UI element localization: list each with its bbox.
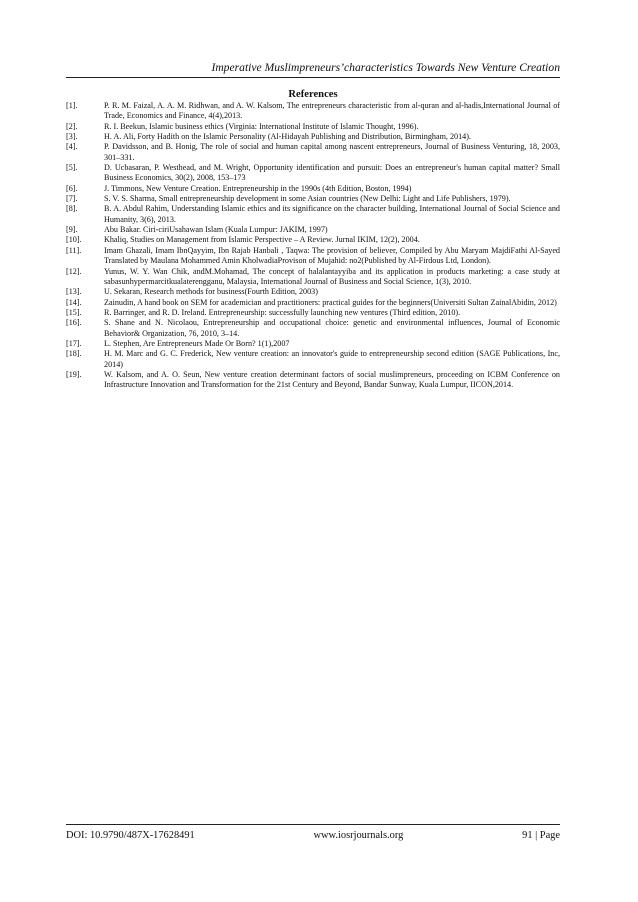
reference-item (66, 339, 560, 349)
header-divider (66, 77, 560, 78)
reference-number: [13]. (66, 287, 82, 297)
references-heading: References (288, 89, 338, 100)
reference-number: [16]. (66, 318, 82, 328)
reference-item (66, 132, 560, 142)
reference-number: [15]. (66, 307, 82, 317)
reference-text: J. Timmons, New Venture Creation. Entrepreneurship in the 1990s (4th Edition, Boston, 1994) (104, 183, 412, 193)
reference-text: S. Shane and N. Nicolaou, Entrepreneurship and occupational choice: genetic and environmental influences, Journal of Economic Behavior& Organization, 76, 2010, 3–14. (104, 318, 560, 338)
footer-divider (66, 824, 560, 825)
footer-website: www.iosrjournals.org (313, 830, 404, 841)
reference-number: [4]. (66, 142, 78, 152)
running-header: Imperative Muslimpreneurs’characteristics Towards New Venture Creation (211, 61, 560, 74)
reference-item (66, 194, 560, 204)
reference-text: W. Kalsom, and A. O. Seun, New venture creation determinant factors of social muslimpreneurs, proceeding on ICBM Conference on Infrastructure Innovation and Transformation for the 21st Century and Beyond, Bandar Sunway, Kuala Lumpur, IICON,2014. (104, 369, 560, 390)
reference-item (66, 184, 560, 194)
reference-number: [7]. (66, 194, 78, 204)
reference-number: [18]. (66, 349, 82, 359)
reference-item (66, 298, 560, 308)
footer-doi: DOI: 10.9790/487X-17628491 (66, 830, 195, 841)
reference-number: [17]. (66, 338, 82, 348)
footer-page-number: 91 | Page (522, 830, 560, 841)
reference-number: [14]. (66, 297, 82, 307)
reference-number: [3]. (66, 132, 78, 142)
reference-text: R. Barringer, and R. D. Ireland. Entrepreneurship: successfully launching new ventures (Third edition, 2010). (104, 307, 461, 317)
reference-item (66, 349, 560, 370)
reference-text: P. R. M. Faizal, A. A. M. Ridhwan, and A. W. Kalsom, The entrepreneurs characteristic from al-quran and al-hadis,International Journal of Trade, Economics and Finance, 4(4),2013. (104, 101, 560, 121)
reference-item (66, 101, 560, 122)
reference-list (66, 101, 560, 391)
reference-item (66, 318, 560, 339)
reference-number: [12]. (66, 266, 82, 276)
reference-item (66, 225, 560, 235)
reference-text: Khaliq, Studies on Management from Islamic Perspective – A Review. Jurnal IKIM, 12(2), 2004. (104, 235, 420, 245)
reference-number: [1]. (66, 101, 78, 110)
reference-number: [5]. (66, 163, 78, 173)
reference-text: P. Davidsson, and B. Honig, The role of social and human capital among nascent entrepreneurs, Journal of Business Venturing, 18, 2003, 301–331. (104, 142, 560, 162)
reference-text: L. Stephen, Are Entrepreneurs Made Or Born? 1(1),2007 (104, 338, 290, 348)
reference-number: [19]. (66, 369, 82, 379)
reference-text: Imam Ghazali, Imam IbnQayyim, Ibn Rajab Hanbali , Taqwa: The provision of believer, Compiled by Abu Maryam MajdiFathi Al-Sayed Translated by Maulana Mohammed Amin KholwadiaProvison of Mujahid: no2(Published by Al-Firdous Ltd, London). (104, 245, 560, 266)
reference-item (66, 163, 560, 184)
reference-number: [11]. (66, 245, 82, 255)
reference-item (66, 308, 560, 318)
reference-text: S. V. S. Sharma, Small entrepreneurship development in some Asian countries (New Delhi: Light and Life Publishers, 1979). (104, 194, 511, 204)
reference-text: B. A. Abdul Rahim, Understanding Islamic ethics and its significance on the character building, International Journal of Social Science and Humanity, 3(6), 2013. (104, 204, 560, 224)
reference-text: Zainudin, A hand book on SEM for academician and practitioners: practical guides for the beginners(Universiti Sultan ZainalAbidin, 2012) (104, 297, 557, 307)
reference-item (66, 370, 560, 391)
reference-item (66, 122, 560, 132)
reference-text: Yunus, W. Y. Wan Chik, andM.Mohamad, The concept of halalantayyiba and its application in products marketing: a case study at sabasunhypermarcitkualaterengganu, Malaysia, International Journal of Business and Social Science, 1(3), 2010. (104, 266, 560, 286)
reference-text: Abu Bakar. Ciri-ciriUsahawan Islam (Kuala Lumpur: JAKIM, 1997) (104, 225, 328, 235)
reference-text: R. I. Beekun, Islamic business ethics (Virginia: International Institute of Islamic Thought, 1996). (104, 121, 419, 131)
reference-number: [9]. (66, 225, 78, 235)
reference-text: H. A. Ali, Forty Hadith on the Islamic Personality (Al-Hidayah Publishing and Distribution, Birmingham, 2014). (104, 132, 471, 142)
reference-item (66, 204, 560, 225)
reference-item (66, 246, 560, 267)
reference-number: [10]. (66, 235, 82, 245)
reference-number: [8]. (66, 204, 78, 214)
page-footer (66, 829, 560, 842)
reference-text: U. Sekaran, Research methods for business(Fourth Edition, 2003) (104, 287, 318, 297)
reference-item (66, 267, 560, 288)
reference-number: [6]. (66, 183, 78, 193)
reference-item (66, 235, 560, 245)
reference-item (66, 287, 560, 297)
reference-text: D. Ucbasaran, P. Westhead, and M. Wright, Opportunity identification and pursuit: Does an entrepreneur's human capital matter? Small Business Economics, 30(2), 2008, 153–173 (104, 163, 560, 183)
reference-item (66, 142, 560, 163)
reference-text: H. M. Marc and G. C. Frederick, New venture creation: an innovator's guide to entrepreneurship second edition (SAGE Publications, Inc, 2014) (104, 349, 560, 369)
reference-number: [2]. (66, 121, 78, 131)
